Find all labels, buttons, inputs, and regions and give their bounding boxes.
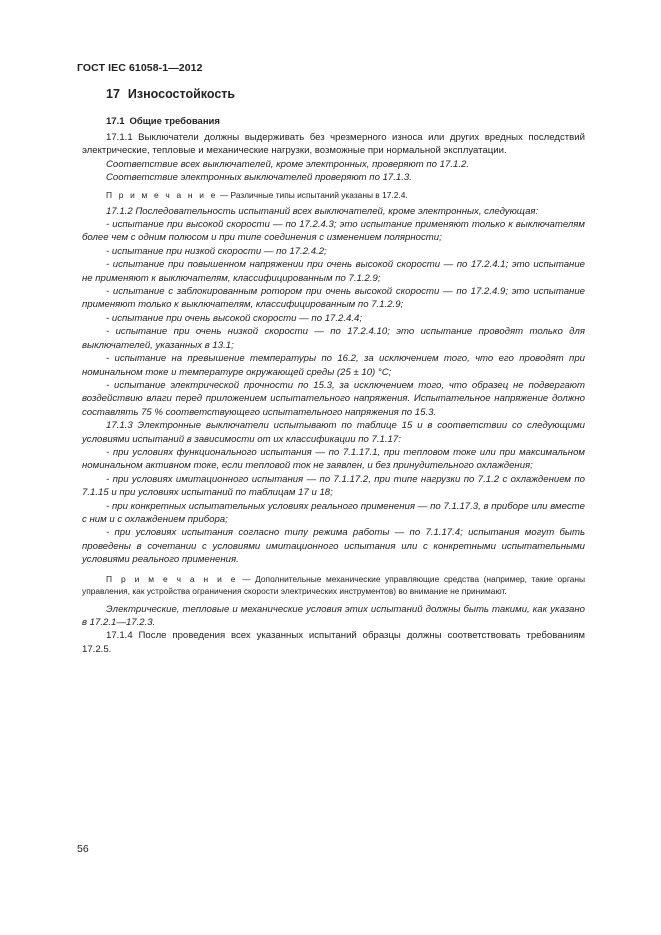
list-item: - при условиях испытания согласно типу режима работы — по 7.1.17.4; испытания могут быть проведены в сочетании с условиями имитационного испытания или с конкретными испытательными условиями реального применения. — [82, 527, 585, 566]
paragraph-17-1-2: 17.1.2 Последовательность испытаний всех выключателей, кроме электронных, следующая: — [106, 205, 539, 217]
section-title: Износостойкость — [127, 87, 236, 101]
subsection-title: Общие требования — [129, 116, 220, 127]
list-item: - испытание при низкой скорости — по 17.2.4.2; — [106, 245, 327, 257]
paragraph-17-1-4: 17.1.4 После проведения всех указанных испытаний образцы должны соответствовать требованиям 17.2.5. — [82, 630, 585, 655]
list-item: - испытание при высокой скорости — по 17.2.4.3; это испытание применяют только к выключателям более чем с одним полюсом и при типе соединения с изменением полярности; — [82, 219, 585, 244]
note-label: П р и м е ч а н и е — [106, 573, 238, 584]
subsection-heading — [106, 116, 220, 127]
list-item: - испытание на превышение температуры по 16.2, за исключением того, что его проводят при номинальном токе и температуре окружающей среды (25 ± 10) °С; — [82, 353, 585, 378]
note-label: П р и м е ч а н и е — [106, 189, 218, 200]
list-item: - при условиях функционального испытания — по 7.1.17.1, при тепловом токе или при максимальном номинальном активном токе, если тепловой ток не заявлен, и без принудительного охлаждения; — [82, 446, 585, 472]
list-item: - испытание с заблокированным ротором при очень высокой скорости — по 17.2.4.9; это испытание применяют только к выключателям, классифицированным по 7.1.2.9; — [82, 286, 585, 311]
page-number: 56 — [77, 843, 89, 855]
note-1 — [82, 189, 585, 201]
list-item: - при условиях имитационного испытания — по 7.1.17.2, при типе нагрузки по 7.1.2 с охлаждением по 7.1.15 и при условиях испытаний по таблицам 17 и 18; — [82, 473, 585, 499]
paragraph-compliance-2: Соответствие электронных выключателей проверяют по 17.1.3. — [106, 172, 412, 184]
document-body — [82, 131, 585, 656]
note-2 — [82, 573, 585, 597]
paragraph-17-1-3: 17.1.3 Электронные выключатели испытывают по таблице 15 и в соответствии со следующими условиями испытаний в зависимости от их классификации по 7.1.17: — [82, 420, 585, 445]
list-item: - испытание при очень низкой скорости — по 17.2.4.10; это испытание проводят только для выключателей, указанных в 13.1; — [82, 326, 585, 351]
section-number: 17 — [106, 87, 120, 101]
section-heading — [106, 87, 235, 101]
paragraph-compliance-1: Соответствие всех выключателей, кроме электронных, проверяют по 17.1.2. — [106, 158, 470, 170]
note-text: — Различные типы испытаний указаны в 17.2.4. — [217, 189, 408, 200]
paragraph-conditions: Электрические, тепловые и механические условия этих испытаний должны быть такими, как указано в 17.2.1—17.2.3. — [82, 603, 585, 628]
list-item: - испытание при очень высокой скорости — по 17.2.4.4; — [106, 312, 363, 324]
note-text: — Дополнительные механические управляющие средства (например, такие органы управления, как устройства ограничения скорости электрических инструментов) во внимание не принимают. — [82, 573, 585, 596]
document-code-header: ГОСТ IEC 61058-1—2012 — [77, 62, 203, 74]
paragraph-17-1-1: 17.1.1 Выключатели должны выдерживать без чрезмерного износа или других вредных последствий электрические, тепловые и механические нагрузки, возможные при нормальной эксплуатации. — [82, 132, 585, 157]
list-item: - испытание при повышенном напряжении при очень высокой скорости — по 17.2.4.1; это испытание не применяют к выключателям, классифицированным по 7.1.2.9; — [82, 259, 585, 284]
subsection-number: 17.1 — [106, 116, 125, 127]
list-item: - испытание электрической прочности по 15.3, за исключением того, что образец не подвергают воздействию влаги перед приложением испытательного напряжения. Испытательное напряжение должно составлять 75 % соответствующего испытательного напряжения по 15.3. — [82, 379, 585, 418]
list-item: - при конкретных испытательных условиях реального применения — по 7.1.17.3, в приборе или вместе с ним и с охлаждением прибора; — [82, 500, 585, 525]
